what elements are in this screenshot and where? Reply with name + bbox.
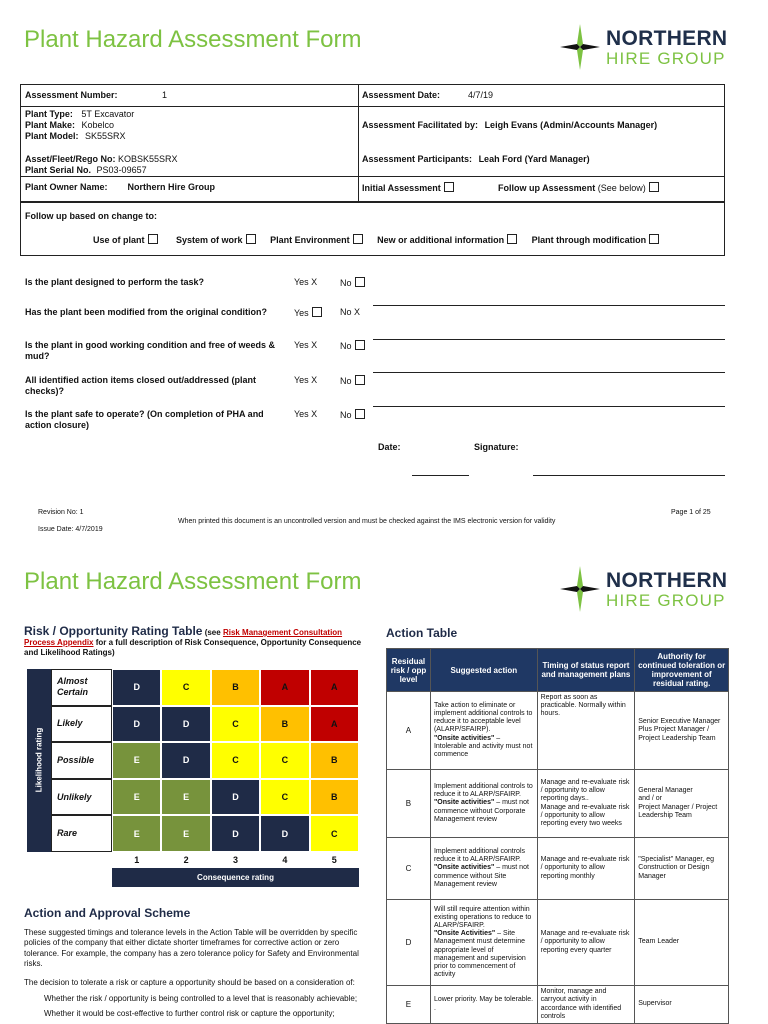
row-timing: Manage and re-evaluate risk / opportunity to allow reporting every quarter: [537, 900, 635, 986]
row-action: Implement additional controls reduce it to ALARP/SFAIRP. "Onsite activities" – must not commence without Site Management review: [430, 838, 537, 900]
scheme-paragraph-1: These suggested timings and tolerance levels in the Action Table will be overridden by specific policies of the company that either dictate shorter timeframes for corrective action or zero tolerance. For example, the company has a zero tolerance policy for Safety and Environmental risks.: [24, 928, 359, 969]
signature-label: Signature:: [474, 442, 519, 452]
participants-value: Leah Ford (Yard Manager): [478, 154, 590, 164]
option-system-of-work[interactable]: System of work: [176, 235, 256, 245]
plant-type-value: 5T Excavator: [81, 109, 135, 119]
consequence-axis-label: Consequence rating: [197, 873, 274, 882]
risk-cell: B: [211, 669, 260, 706]
logo-line1: NORTHERN: [606, 26, 728, 50]
risk-table-heading: Risk / Opportunity Rating Table (see Risk Management Consultation Process Appendix for a full description of Risk Consequence, Opportunity Consequence and Likelihood Ratings): [24, 624, 362, 657]
question-4-yes[interactable]: Yes X: [294, 375, 318, 385]
asset-value: KOBSK55SRX: [118, 154, 178, 164]
follow-up-assessment-label: Follow up Assessment: [498, 183, 596, 193]
question-1: Is the plant designed to perform the task?: [25, 277, 205, 287]
row-timing: Manage and re-evaluate risk / opportunity to allow reporting days.. Manage and re-evaluate risk / opportunity to allow reporting every two weeks: [537, 770, 635, 838]
plant-details: [25, 109, 134, 142]
risk-cell: C: [161, 669, 210, 706]
see-below-note: (See below): [597, 183, 646, 193]
page-number: Page 1 of 25: [671, 509, 711, 516]
risk-cell: E: [161, 815, 210, 852]
plant-make-value: Kobelco: [81, 120, 115, 130]
compass-star-icon: [558, 564, 602, 614]
use-of-plant-checkbox[interactable]: [148, 234, 158, 244]
risk-cell: A: [310, 706, 359, 743]
header-residual-level: Residual risk / opp level: [387, 649, 431, 692]
question-2-yes[interactable]: Yes: [294, 307, 322, 318]
consequence-label: 1: [134, 855, 140, 865]
date-input-line[interactable]: [412, 475, 469, 476]
risk-cell: D: [161, 706, 210, 743]
question-4: All identified action items closed out/addressed (plant checks)?: [25, 375, 257, 396]
serial-value: PS03-09657: [96, 165, 147, 175]
action-table-title: Action Table: [386, 626, 458, 640]
table-row: [387, 692, 729, 770]
follow-up-assessment-option[interactable]: [498, 182, 659, 193]
risk-cell: D: [211, 815, 260, 852]
participants-label: Assessment Participants:: [362, 154, 473, 164]
question-1-no[interactable]: No: [340, 277, 365, 288]
asset-label: Asset/Fleet/Rego No:: [25, 154, 116, 164]
risk-cell: D: [211, 779, 260, 816]
risk-cell: D: [112, 706, 161, 743]
option-plant-modification[interactable]: Plant through modification: [532, 235, 660, 245]
risk-cell: B: [310, 742, 359, 779]
option-new-information[interactable]: New or additional information: [377, 235, 517, 245]
owner-row: [25, 182, 215, 192]
risk-cell: E: [112, 742, 161, 779]
row-level: B: [387, 770, 431, 838]
page-title: Plant Hazard Assessment Form: [24, 26, 362, 53]
likelihood-axis-label: Likelihood rating: [34, 727, 44, 793]
row-authority: Supervisor: [635, 986, 729, 1024]
question-1-no-checkbox[interactable]: [355, 277, 365, 287]
owner-label: Plant Owner Name:: [25, 182, 108, 192]
question-5-yes[interactable]: Yes X: [294, 409, 318, 419]
consequence-axis-bar: [112, 868, 359, 887]
facilitated-value: Leigh Evans (Admin/Accounts Manager): [484, 120, 658, 130]
consequence-label: 2: [183, 855, 189, 865]
follow-up-options: [93, 234, 659, 245]
risk-cell: D: [161, 742, 210, 779]
question-4-no[interactable]: No: [340, 375, 365, 386]
company-logo: [558, 22, 727, 72]
header-timing: Timing of status report and management plans: [537, 649, 635, 692]
consequence-label: 5: [331, 855, 337, 865]
initial-assessment-label: Initial Assessment: [362, 183, 441, 193]
risk-cell: E: [112, 815, 161, 852]
row-authority: Team Leader: [635, 900, 729, 986]
owner-value: Northern Hire Group: [127, 182, 216, 192]
question-2: Has the plant been modified from the original condition?: [25, 307, 268, 317]
new-information-checkbox[interactable]: [507, 234, 517, 244]
logo-line2: HIRE GROUP: [606, 590, 726, 610]
signature-input-line[interactable]: [533, 475, 725, 476]
page2-title: Plant Hazard Assessment Form: [24, 568, 362, 595]
facilitated-label: Assessment Facilitated by:: [362, 120, 479, 130]
risk-cell: C: [211, 742, 260, 779]
consequence-label: 4: [282, 855, 288, 865]
plant-environment-checkbox[interactable]: [353, 234, 363, 244]
row-action: Lower priority. May be tolerable. .: [430, 986, 537, 1024]
question-3-yes[interactable]: Yes X: [294, 340, 318, 350]
plant-model-label: Plant Model:: [25, 131, 79, 141]
likelihood-label: Possible: [51, 742, 112, 779]
question-4-no-checkbox[interactable]: [355, 375, 365, 385]
plant-model-value: SK55SRX: [85, 131, 126, 141]
row-authority: Senior Executive Manager Plus Project Manager / Project Leadership Team: [635, 692, 729, 770]
question-1-yes[interactable]: Yes X: [294, 277, 318, 287]
row-timing: Report as soon as practicable. Normally within hours.: [537, 692, 635, 770]
question-3: Is the plant in good working condition and free of weeds & mud?: [25, 340, 276, 361]
follow-up-heading: Follow up based on change to:: [25, 211, 157, 221]
row-level: A: [387, 692, 431, 770]
question-3-no-checkbox[interactable]: [355, 340, 365, 350]
row-level: E: [387, 986, 431, 1024]
logo-line2: HIRE GROUP: [606, 48, 726, 68]
assessment-number-value: 1: [162, 90, 168, 100]
plant-type-label: Plant Type:: [25, 109, 73, 119]
assessment-number-label: Assessment Number:: [25, 90, 118, 100]
row-timing: Monitor, manage and carryout activity in accordance with identified controls: [537, 986, 635, 1024]
risk-cell: E: [161, 779, 210, 816]
risk-matrix: [51, 669, 359, 865]
question-3-no[interactable]: No: [340, 340, 365, 351]
risk-cell: D: [112, 669, 161, 706]
company-logo-2: [558, 564, 727, 614]
initial-assessment-checkbox[interactable]: [444, 182, 454, 192]
risk-cell: B: [260, 706, 309, 743]
participants-row: [362, 154, 590, 164]
risk-cell: C: [260, 742, 309, 779]
likelihood-label: Likely: [51, 706, 112, 743]
consequence-label: 3: [232, 855, 238, 865]
initial-assessment-option[interactable]: [362, 182, 454, 193]
uncontrolled-disclaimer: When printed this document is an uncontrolled version and must be checked against the IMS electronic version for validity: [178, 518, 556, 525]
date-label: Date:: [378, 442, 401, 452]
assessment-date-label: Assessment Date:: [362, 90, 441, 100]
table-row: [387, 900, 729, 986]
system-of-work-checkbox[interactable]: [246, 234, 256, 244]
option-use-of-plant[interactable]: Use of plant: [93, 235, 158, 245]
row-action: Will still require attention within existing operations to reduce to ALARP/SFAIRP. "Onsite Activities" – Site Management must determine appropriate level of management and supervision prior to commencement of activity: [430, 900, 537, 986]
question-5: Is the plant safe to operate? (On completion of PHA and action closure): [25, 409, 264, 430]
row-action: Implement additional controls to reduce it to ALARP/SFAIRP. "Onsite activities" – must not commence without Corporate Management review: [430, 770, 537, 838]
risk-cell: C: [310, 815, 359, 852]
risk-cell: B: [310, 779, 359, 816]
table-row: [387, 770, 729, 838]
plant-modification-checkbox[interactable]: [649, 234, 659, 244]
follow-up-assessment-checkbox[interactable]: [649, 182, 659, 192]
plant-make-label: Plant Make:: [25, 120, 76, 130]
question-2-no[interactable]: No X: [340, 307, 361, 317]
risk-cell: C: [211, 706, 260, 743]
scheme-bullet-1: Whether the risk / opportunity is being controlled to a level that is reasonably achievable;: [44, 994, 358, 1003]
header-suggested-action: Suggested action: [430, 649, 537, 692]
assessment-date-value: 4/7/19: [468, 90, 494, 100]
facilitated-row: [362, 120, 657, 130]
scheme-paragraph-2: The decision to tolerate a risk or capture a opportunity should be based on a consideration of:: [24, 978, 355, 987]
row-level: C: [387, 838, 431, 900]
row-action: Take action to eliminate or implement additional controls to reduce it to acceptable level (ALARP/SFAIRP). "Onsite activities" – Intolerable and activity must not commence: [430, 692, 537, 770]
serial-label: Plant Serial No.: [25, 165, 92, 175]
action-table-header: [387, 649, 729, 692]
likelihood-label: Rare: [51, 815, 112, 852]
row-authority: General Manager and / or Project Manager / Project Leadership Team: [635, 770, 729, 838]
likelihood-label: Unlikely: [51, 779, 112, 816]
scheme-bullet-2: Whether it would be cost-effective to further control risk or capture the opportunity;: [44, 1009, 335, 1018]
issue-date: Issue Date: 4/7/2019: [38, 526, 103, 533]
row-authority: "Specialist" Manager, eg Construction or Design Manager: [635, 838, 729, 900]
question-5-no-checkbox[interactable]: [355, 409, 365, 419]
risk-appendix-link[interactable]: Risk Management Consultation Process Appendix: [24, 628, 343, 647]
action-approval-heading: Action and Approval Scheme: [24, 906, 191, 920]
risk-cell: C: [260, 779, 309, 816]
row-timing: Manage and re-evaluate risk / opportunity to allow reporting monthly: [537, 838, 635, 900]
revision-number: Revision No: 1: [38, 509, 84, 516]
risk-cell: D: [260, 815, 309, 852]
likelihood-label: Almost Certain: [51, 669, 112, 706]
risk-cell: A: [260, 669, 309, 706]
compass-star-icon: [558, 22, 602, 72]
action-table: [386, 648, 729, 1024]
table-row: [387, 986, 729, 1024]
risk-cell: E: [112, 779, 161, 816]
asset-details: [25, 154, 178, 176]
table-row: [387, 838, 729, 900]
option-plant-environment[interactable]: Plant Environment: [270, 235, 363, 245]
question-5-no[interactable]: No: [340, 409, 365, 420]
risk-table-title: Risk / Opportunity Rating Table: [24, 624, 203, 638]
row-level: D: [387, 900, 431, 986]
risk-cell: A: [310, 669, 359, 706]
header-authority: Authority for continued toleration or improvement of residual rating.: [635, 649, 729, 692]
logo-line1: NORTHERN: [606, 568, 728, 592]
question-2-yes-checkbox[interactable]: [312, 307, 322, 317]
